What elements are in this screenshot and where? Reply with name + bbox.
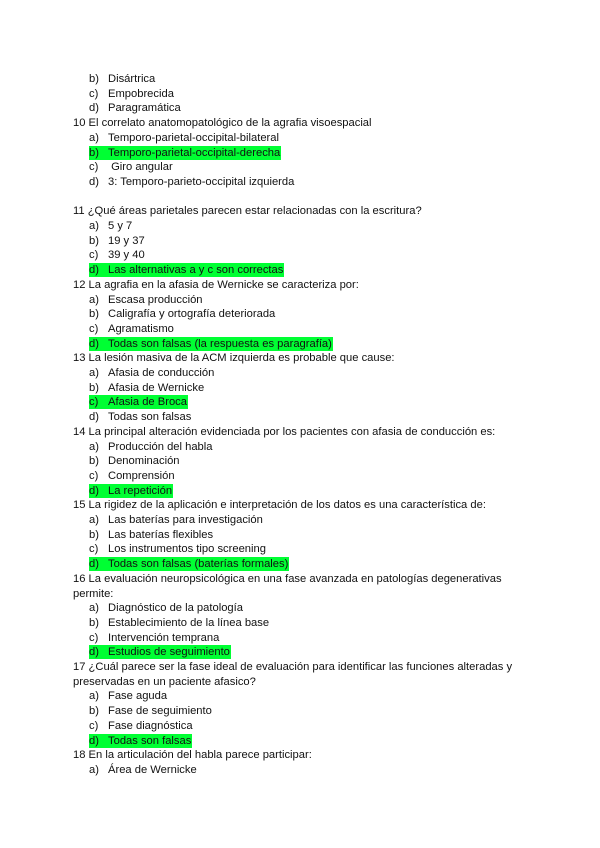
- answer-option: [89, 689, 167, 703]
- answer-option: [89, 72, 155, 86]
- option-letter: b): [89, 705, 99, 718]
- option-text: Los instrumentos tipo screening: [108, 543, 266, 556]
- option-letter: d): [89, 264, 99, 277]
- question-text: permite:: [73, 587, 114, 600]
- answer-option-correct: [89, 395, 188, 409]
- question-text: 12 La agrafia en la afasia de Wernicke se caracteriza por:: [73, 278, 359, 291]
- option-text: Todas son falsas: [108, 411, 192, 424]
- option-text: Fase diagnóstica: [108, 719, 193, 732]
- answer-option: [89, 719, 193, 733]
- option-text: Establecimiento de la línea base: [108, 616, 270, 629]
- answer-option: [89, 219, 132, 233]
- option-letter: b): [89, 381, 99, 394]
- option-letter: d): [89, 484, 99, 497]
- option-text: Estudios de seguimiento: [108, 646, 230, 659]
- option-letter: b): [89, 73, 99, 85]
- option-text: Disártrica: [108, 73, 156, 85]
- answer-option: [89, 410, 191, 424]
- answer-option: [89, 542, 266, 556]
- option-text: Las baterías flexibles: [108, 528, 214, 541]
- option-text: Todas son falsas (baterías formales): [108, 558, 289, 571]
- option-text: 5 y 7: [108, 220, 133, 232]
- option-letter: a): [89, 602, 99, 615]
- option-letter: d): [89, 411, 99, 424]
- option-text: Caligrafía y ortografía deteriorada: [108, 308, 276, 321]
- question-text: 15 La rigidez de la aplicación e interpretación de los datos es una característica de:: [73, 499, 486, 512]
- answer-option: [89, 131, 279, 145]
- option-letter: d): [89, 734, 99, 747]
- answer-option: [89, 87, 174, 101]
- question-text: 16 La evaluación neuropsicológica en una fase avanzada en patologías degenerativas: [73, 572, 502, 585]
- option-text: Fase aguda: [108, 690, 168, 703]
- answer-option: [89, 248, 145, 262]
- answer-option: [89, 454, 180, 468]
- answer-option: [89, 175, 294, 189]
- answer-option: [89, 704, 212, 718]
- question-text: preservadas en un paciente afasico?: [73, 675, 256, 688]
- answer-option: [89, 234, 145, 248]
- answer-option: [89, 631, 219, 645]
- answer-option: [89, 160, 173, 174]
- option-text: 19 y 37: [108, 234, 145, 247]
- option-text: La repetición: [108, 484, 173, 497]
- option-text: Todas son falsas (la respuesta es paragrafía): [108, 337, 332, 350]
- answer-option: [89, 322, 174, 336]
- option-letter: a): [89, 690, 99, 703]
- option-text: Afasia de Broca: [108, 396, 187, 409]
- option-letter: a): [89, 763, 99, 776]
- answer-option: [89, 293, 203, 307]
- option-letter: c): [89, 631, 99, 644]
- option-letter: d): [89, 646, 99, 659]
- option-letter: d): [89, 102, 99, 115]
- option-letter: a): [89, 131, 99, 144]
- question-text: 10 El correlato anatomopatológico de la agrafia visoespacial: [73, 117, 372, 130]
- option-letter: b): [89, 234, 99, 247]
- option-text: Producción del habla: [108, 440, 213, 453]
- answer-option: [89, 101, 181, 115]
- answer-option: [89, 307, 275, 321]
- option-letter: a): [89, 440, 99, 453]
- answer-option-correct: [89, 337, 333, 351]
- question-text: 17 ¿Cuál parece ser la fase ideal de evaluación para identificar las funciones alteradas y: [73, 661, 513, 673]
- answer-option-correct: [89, 557, 289, 571]
- option-letter: b): [89, 308, 99, 321]
- option-text: Paragramática: [108, 102, 181, 115]
- option-letter: d): [89, 558, 99, 571]
- question-text: 14 La principal alteración evidenciada por los pacientes con afasia de conducción es:: [73, 425, 496, 438]
- option-letter: d): [89, 175, 99, 188]
- option-text: Denominación: [108, 455, 180, 468]
- question-text: 18 En la articulación del habla parece participar:: [73, 749, 312, 762]
- answer-option: [89, 616, 269, 630]
- option-text: Las baterías para investigación: [108, 514, 263, 526]
- option-text: Empobrecida: [108, 87, 174, 100]
- option-text: Diagnóstico de la patología: [108, 602, 243, 615]
- option-letter: c): [89, 87, 99, 100]
- option-text: Afasia de conducción: [108, 367, 215, 379]
- option-text: Área de Wernicke: [108, 763, 197, 776]
- answer-option-correct: [89, 645, 231, 659]
- option-letter: b): [89, 146, 99, 159]
- option-text: Todas son falsas: [108, 734, 192, 747]
- option-text: Escasa producción: [108, 293, 203, 306]
- option-text: Temporo-parietal-occipital-bilateral: [108, 131, 279, 144]
- option-letter: c): [89, 161, 99, 174]
- answer-option: [89, 763, 197, 777]
- option-letter: a): [89, 367, 99, 379]
- option-letter: a): [89, 220, 99, 232]
- option-letter: c): [89, 249, 99, 262]
- answer-option-correct: [89, 484, 173, 498]
- answer-option: [89, 528, 213, 542]
- answer-option: [89, 440, 213, 454]
- option-letter: c): [89, 322, 99, 335]
- option-text: Fase de seguimiento: [108, 705, 212, 718]
- option-text: Intervención temprana: [108, 631, 220, 644]
- option-letter: a): [89, 514, 99, 526]
- option-letter: b): [89, 616, 99, 629]
- option-letter: a): [89, 293, 99, 306]
- answer-option: [89, 513, 263, 527]
- answer-option: [89, 469, 175, 483]
- option-text: Las alternativas a y c son correctas: [108, 264, 284, 277]
- option-text: Comprensión: [108, 469, 175, 482]
- option-text: Giro angular: [108, 161, 173, 174]
- answer-option-correct: [89, 734, 192, 748]
- question-text: 13 La lesión masiva de la ACM izquierda es probable que cause:: [73, 352, 395, 365]
- option-text: Temporo-parietal-occipital-derecha: [108, 146, 281, 159]
- answer-option: [89, 381, 204, 395]
- question-text: 11 ¿Qué áreas parietales parecen estar relacionadas con la escritura?: [73, 205, 422, 218]
- option-letter: b): [89, 455, 99, 468]
- option-letter: c): [89, 719, 99, 732]
- answer-option: [89, 366, 214, 380]
- answer-option-correct: [89, 146, 281, 160]
- option-letter: d): [89, 337, 99, 350]
- option-letter: c): [89, 469, 99, 482]
- answer-option-correct: [89, 263, 284, 277]
- option-letter: c): [89, 543, 99, 556]
- option-letter: b): [89, 528, 99, 541]
- option-text: Afasia de Wernicke: [108, 381, 205, 394]
- option-text: Agramatismo: [108, 322, 174, 335]
- option-text: 39 y 40: [108, 249, 145, 262]
- answer-option: [89, 601, 243, 615]
- option-text: 3: Temporo-parieto-occipital izquierda: [108, 175, 295, 188]
- option-letter: c): [89, 396, 99, 409]
